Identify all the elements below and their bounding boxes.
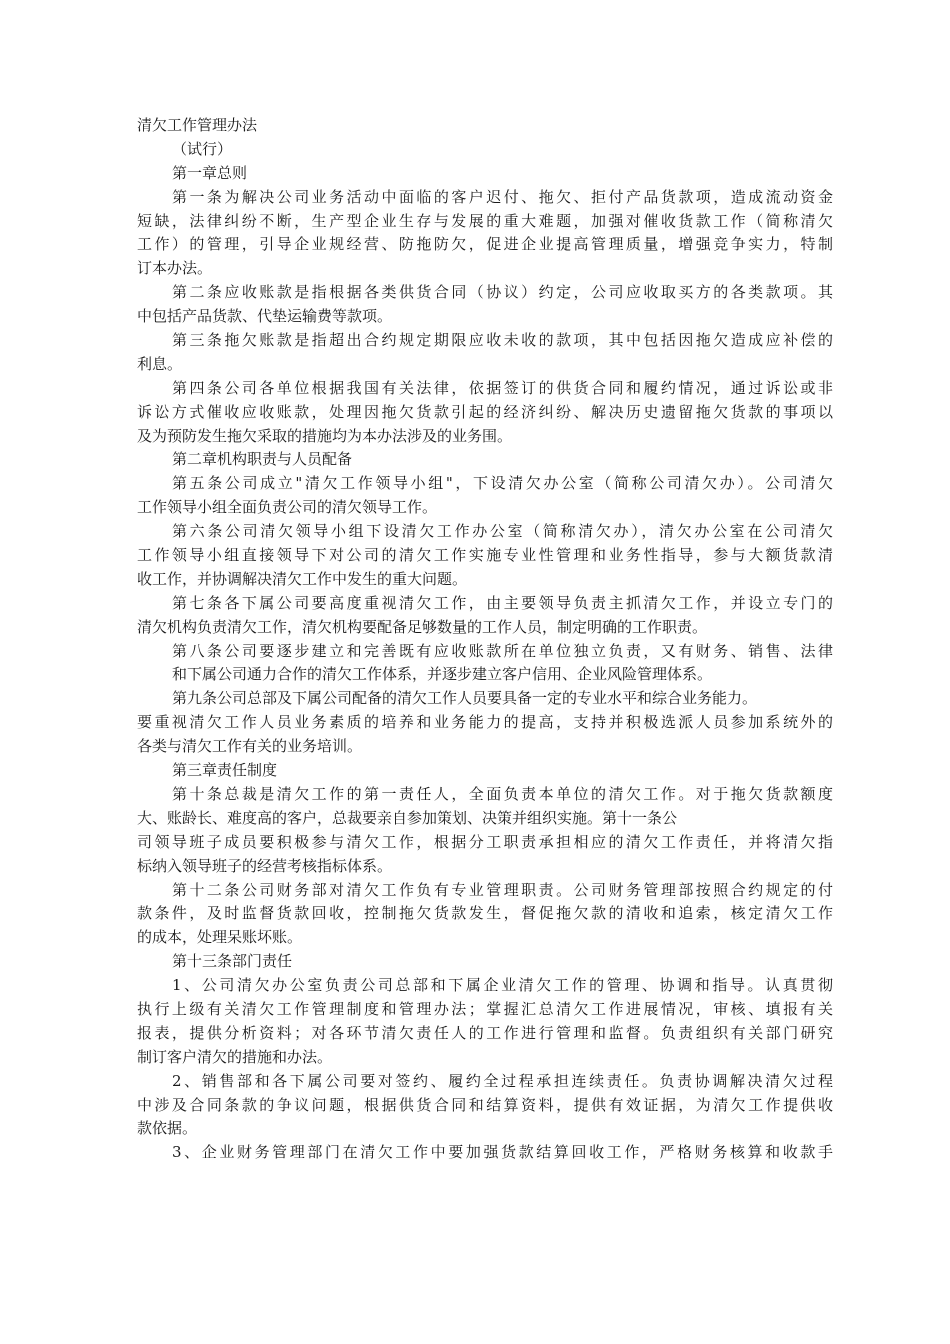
text-line: 中包括产品货款、代垫运输费等款项。 [137,307,393,326]
text-line: 第三条拖欠账款是指超出合约规定期限应收未收的款项，其中包括因拖欠造成应补偿的 [172,331,833,350]
section-heading: 第十三条部门责任 [172,952,293,971]
document-title: 清欠工作管理办法 [137,116,258,134]
text-line: 工作领导小组直接领导下对公司的清欠工作实施专业性管理和业务性指导，参与大额货款清 [137,546,833,565]
text-line: 第一条为解决公司业务活动中面临的客户迟付、拖欠、拒付产品货款项，造成流动资金 [172,187,833,206]
text-line: 订本办法。 [137,259,213,278]
text-line: 报表，提供分析资料；对各环节清欠责任人的工作进行管理和监督。负责组织有关部门研究 [137,1023,833,1042]
text-line: 短缺，法律纠纷不断，生产型企业生存与发展的重大难题，加强对催收货款工作（简称清欠 [137,211,833,230]
text-line: 工作）的管理，引导企业规经营、防拖防欠，促进企业提高管理质量，增强竞争实力，特制 [137,235,833,254]
text-line: 诉讼方式催收应收账款，处理因拖欠货款引起的经济纠纷、解决历史遗留拖欠货款的事项以 [137,402,833,421]
document-subtitle: （试行） [172,139,233,158]
text-line: 款条件，及时监督货款回收，控制拖欠货款发生，督促拖欠款的清收和追索，核定清欠工作 [137,904,833,923]
text-line: 第二条应收账款是指根据各类供货合同（协议）约定，公司应收取买方的各类款项。其 [172,283,833,302]
text-line: 执行上级有关清欠工作管理制度和管理办法；掌握汇总清欠工作进展情况，审核、填报有关 [137,999,833,1018]
text-line: 和下属公司通力合作的清欠工作体系，并逐步建立客户信用、企业风险管理体系。 [172,665,713,684]
text-line: 第十二条公司财务部对清欠工作负有专业管理职责。公司财务管理部按照合约规定的付 [172,880,833,899]
text-line: 大、账龄长、难度高的客户，总裁要亲自参加策划、决策并组织实施。第十一条公 [137,808,678,827]
text-line: 第九条公司总部及下属公司配备的清欠工作人员要具备一定的专业水平和综合业务能力。 [172,689,758,708]
text-line: 制订客户清欠的措施和办法。 [137,1047,333,1066]
text-line: 1、公司清欠办公室负责公司总部和下属企业清欠工作的管理、协调和指导。认真贯彻 [172,976,833,995]
text-line: 的成本，处理呆账坏账。 [137,928,303,947]
text-line: 第五条公司成立"清欠工作领导小组"，下设清欠办公室（简称公司清欠办）。公司清欠 [172,474,833,493]
text-line: 各类与清欠工作有关的业务培训。 [137,737,363,756]
text-line: 及为预防发生拖欠采取的措施均为本办法涉及的业务围。 [137,426,513,445]
text-line: 标纳入领导班子的经营考核指标体系。 [137,856,393,875]
chapter-heading: 第二章机构职责与人员配备 [172,450,353,469]
document-body [137,114,833,1165]
text-line: 利息。 [137,354,183,373]
text-line: 2、销售部和各下属公司要对签约、履约全过程承担连续责任。负责协调解决清欠过程 [172,1071,833,1090]
text-line: 收工作，并协调解决清欠工作中发生的重大问题。 [137,569,468,588]
chapter-heading: 第一章总则 [172,163,248,182]
text-line: 第七条各下属公司要高度重视清欠工作，由主要领导负责主抓清欠工作，并设立专门的 [172,593,833,612]
text-line: 第十条总裁是清欠工作的第一责任人，全面负责本单位的清欠工作。对于拖欠货款额度 [172,784,833,803]
text-line: 3、企业财务管理部门在清欠工作中要加强货款结算回收工作，严格财务核算和收款手 [172,1143,833,1162]
text-line: 第八条公司要逐步建立和完善既有应收账款所在单位独立负责，又有财务、销售、法律 [172,641,833,660]
text-line: 第四条公司各单位根据我国有关法律，依据签订的供货合同和履约情况，通过诉讼或非 [172,378,833,397]
text-line: 工作领导小组全面负责公司的清欠领导工作。 [137,498,438,517]
text-line: 司领导班子成员要积极参与清欠工作，根据分工职责承担相应的清欠工作责任，并将清欠指 [137,832,833,851]
text-line: 款依据。 [137,1119,198,1138]
text-line: 中涉及合同条款的争议问题，根据供货合同和结算资料，提供有效证据，为清欠工作提供收 [137,1095,833,1114]
text-line: 要重视清欠工作人员业务素质的培养和业务能力的提高，支持并积极选派人员参加系统外的 [137,713,833,732]
text-line: 清欠机构负责清欠工作，清欠机构要配备足够数量的工作人员，制定明确的工作职责。 [137,617,708,636]
text-line: 第六条公司清欠领导小组下设清欠工作办公室（简称清欠办），清欠办公室在公司清欠 [172,522,833,541]
chapter-heading: 第三章责任制度 [172,761,278,780]
